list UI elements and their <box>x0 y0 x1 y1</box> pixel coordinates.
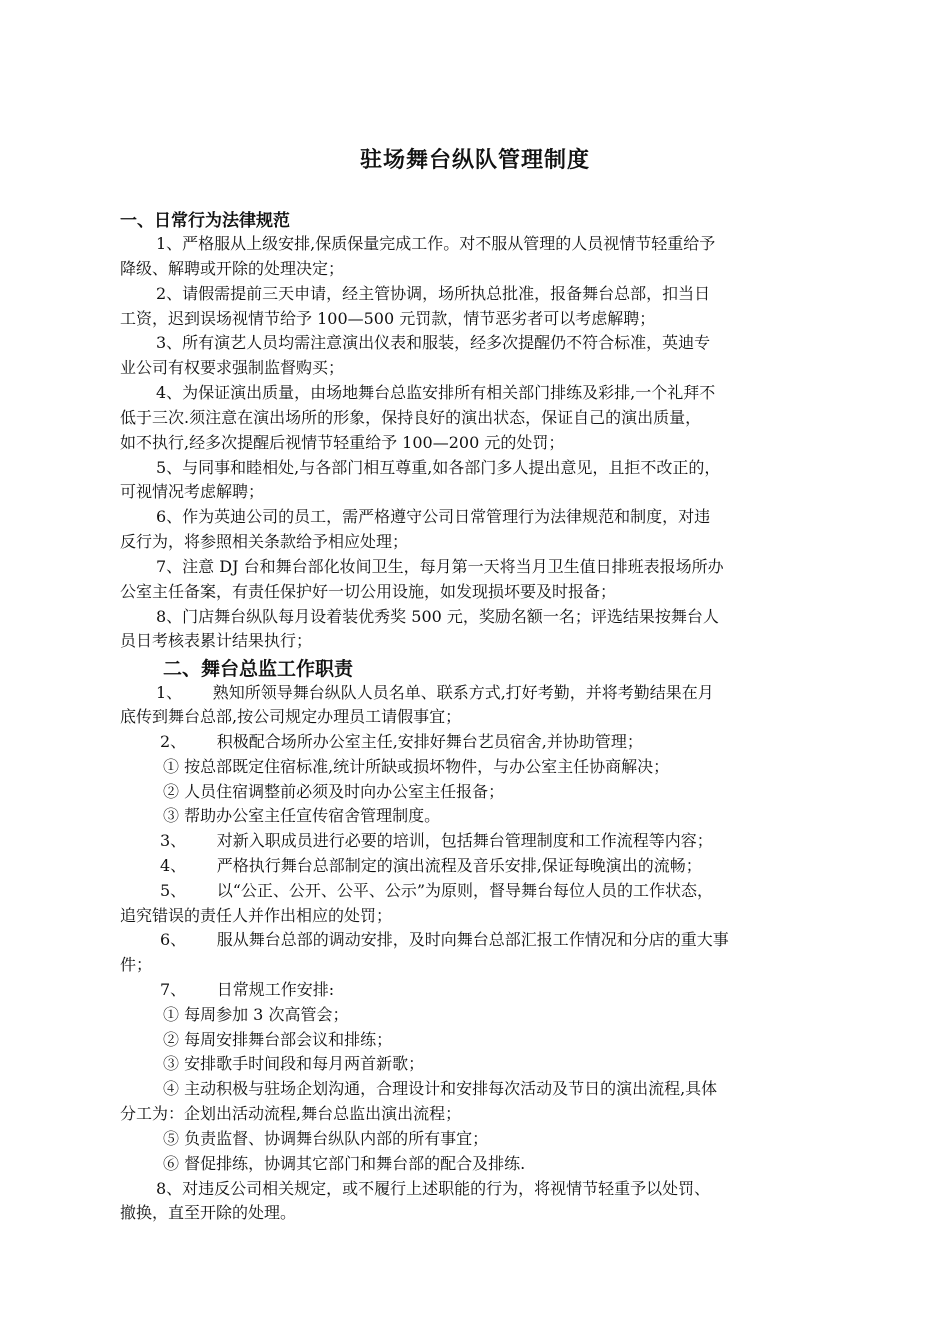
paragraph-line: 6、作为英迪公司的员工，需严格遵守公司日常管理行为法律规范和制度，对违 <box>156 507 711 526</box>
paragraph-line: 撤换，直至开除的处理。 <box>120 1203 297 1222</box>
paragraph-line: 反行为，将参照相关条款给予相应处理； <box>120 532 409 551</box>
paragraph-line: 如不执行,经多次提醒后视情节轻重给予 100—200 元的处罚； <box>120 433 565 452</box>
paragraph-line: 8、对违反公司相关规定，或不履行上述职能的行为，将视情节轻重予以处罚、 <box>156 1179 711 1198</box>
paragraph-line: 可视情况考虑解聘； <box>120 482 265 501</box>
paragraph-line: 6、 服从舞台总部的调动安排，及时向舞台总部汇报工作情况和分店的重大事 <box>160 930 729 949</box>
paragraph-line: 5、与同事和睦相处,与各部门相互尊重,如各部门多人提出意见，且拒不改正的， <box>156 458 721 477</box>
list-item: ③ 安排歌手时间段和每月两首新歌； <box>163 1054 425 1073</box>
list-item: ② 每周安排舞台部会议和排练； <box>163 1030 393 1049</box>
paragraph-line: 追究错误的责任人并作出相应的处罚； <box>120 906 393 925</box>
paragraph-line: 7、 日常规工作安排: <box>160 980 335 999</box>
paragraph-line: 底传到舞台总部,按公司规定办理员工请假事宜； <box>120 707 462 726</box>
paragraph-line: 业公司有权要求强制监督购买； <box>120 358 345 377</box>
paragraph-line: 4、为保证演出质量，由场地舞台总监安排所有相关部门排练及彩排,一个礼拜不 <box>156 383 716 402</box>
paragraph-line: 工资，迟到误场视情节给予 100—500 元罚款，情节恶劣者可以考虑解聘； <box>120 309 656 328</box>
paragraph-line: 分工为：企划出活动流程,舞台总监出演出流程； <box>120 1104 462 1123</box>
list-item: ⑥ 督促排练，协调其它部门和舞台部的配合及排练. <box>163 1154 526 1173</box>
paragraph-line: 低于三次.须注意在演出场所的形象，保持良好的演出状态，保证自己的演出质量， <box>120 408 702 427</box>
paragraph-line: 1、 熟知所领导舞台纵队人员名单、联系方式,打好考勤，并将考勤结果在月 <box>156 683 714 702</box>
document-title: 驻场舞台纵队管理制度 <box>359 148 590 173</box>
paragraph-line: 7、注意 DJ 台和舞台部化妆间卫生，每月第一天将当月卫生值日排班表报场所办 <box>156 557 724 576</box>
paragraph-line: 2、请假需提前三天申请，经主管协调，场所执总批准，报备舞台总部，扣当日 <box>156 284 711 303</box>
list-item: ② 人员住宿调整前必须及时向办公室主任报备； <box>163 782 505 801</box>
paragraph-line: 3、所有演艺人员均需注意演出仪表和服装，经多次提醒仍不符合标准，英迪专 <box>156 333 711 352</box>
list-item: ③ 帮助办公室主任宣传宿舍管理制度。 <box>163 806 441 825</box>
list-item: ① 每周参加 3 次高管会； <box>163 1005 349 1024</box>
paragraph-line: 3、 对新入职成员进行必要的培训，包括舞台管理制度和工作流程等内容； <box>160 831 713 850</box>
list-item: ④ 主动积极与驻场企划沟通，合理设计和安排每次活动及节日的演出流程,具体 <box>163 1079 718 1098</box>
paragraph-line: 4、 严格执行舞台总部制定的演出流程及音乐安排,保证每晚演出的流畅； <box>160 856 702 875</box>
paragraph-line: 降级、解聘或开除的处理决定； <box>120 259 345 278</box>
paragraph-line: 件； <box>120 955 153 974</box>
paragraph-line: 8、门店舞台纵队每月设着装优秀奖 500 元，奖励名额一名；评选结果按舞台人 <box>156 607 719 626</box>
paragraph-line: 2、 积极配合场所办公室主任,安排好舞台艺员宿舍,并协助管理； <box>160 732 643 751</box>
paragraph-line: 员日考核表累计结果执行； <box>120 631 313 650</box>
paragraph-line: 1、严格服从上级安排,保质保量完成工作。对不服从管理的人员视情节轻重给予 <box>156 234 716 253</box>
section-1-heading: 一、日常行为法律规范 <box>120 211 290 231</box>
list-item: ① 按总部既定住宿标准,统计所缺或损坏物件，与办公室主任协商解决； <box>163 757 670 776</box>
paragraph-line: 公室主任备案，有责任保护好一切公用设施，如发现损坏要及时报备； <box>120 582 617 601</box>
paragraph-line: 5、 以“公正、公开、公平、公示”为原则，督导舞台每位人员的工作状态， <box>160 881 714 900</box>
list-item: ⑤ 负责监督、协调舞台纵队内部的所有事宜； <box>163 1129 489 1148</box>
section-2-heading: 二、舞台总监工作职责 <box>163 658 354 680</box>
